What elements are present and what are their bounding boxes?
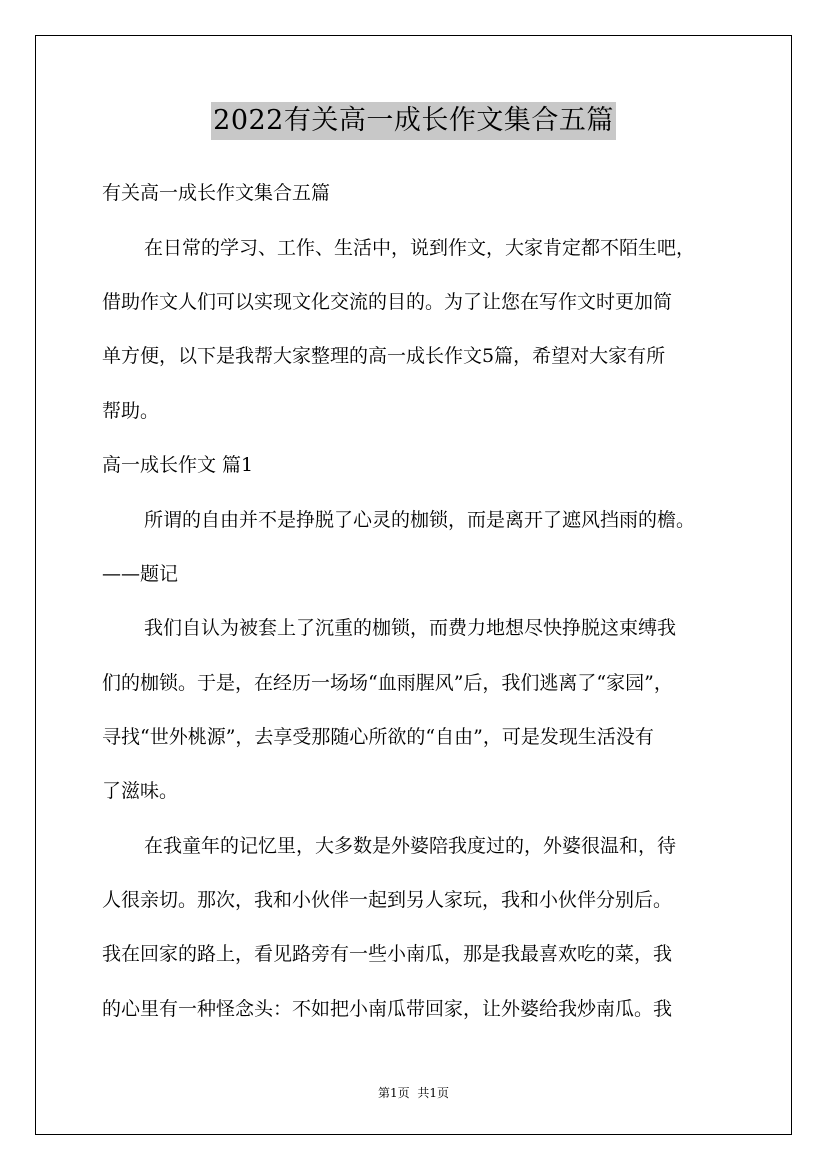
page-footer bbox=[0, 1084, 827, 1101]
page-number: 第1页 bbox=[377, 1086, 410, 1100]
body-line: 在日常的学习、工作、生活中，说到作文，大家肯定都不陌生吧， bbox=[144, 237, 696, 259]
body-line: 了滋味。 bbox=[102, 780, 179, 802]
subtitle-line: 有关高一成长作文集合五篇 bbox=[102, 182, 331, 204]
title-container bbox=[0, 102, 827, 140]
body-line: 借助作文人们可以实现文化交流的目的。为了让您在写作文时更加简 bbox=[102, 291, 673, 313]
body-line: 帮助。 bbox=[102, 400, 160, 422]
body-line: 我们自认为被套上了沉重的枷锁，而费力地想尽快挣脱这束缚我 bbox=[144, 617, 677, 639]
page-total: 共1页 bbox=[417, 1086, 450, 1100]
body-line: 所谓的自由并不是挣脱了心灵的枷锁，而是离开了遮风挡雨的檐。 bbox=[144, 509, 696, 531]
section-heading: 高一成长作文 篇1 bbox=[102, 454, 254, 476]
body-line: 的心里有一种怪念头：不如把小南瓜带回家，让外婆给我炒南瓜。我 bbox=[102, 998, 673, 1020]
body-line: 单方便，以下是我帮大家整理的高一成长作文5篇，希望对大家有所 bbox=[102, 345, 666, 367]
document-title: 2022有关高一成长作文集合五篇 bbox=[211, 102, 616, 140]
body-line: 在我童年的记忆里，大多数是外婆陪我度过的，外婆很温和，待 bbox=[144, 835, 677, 857]
body-line: 我在回家的路上，看见路旁有一些小南瓜，那是我最喜欢吃的菜，我 bbox=[102, 943, 673, 965]
body-line: 们的枷锁。于是，在经历一场场“血雨腥风”后，我们逃离了“家园”， bbox=[102, 672, 673, 694]
body-line: ——题记 bbox=[102, 563, 179, 585]
body-line: 寻找“世外桃源”，去享受那随心所欲的“自由”，可是发现生活没有 bbox=[102, 726, 654, 748]
body-line: 人很亲切。那次，我和小伙伴一起到另人家玩，我和小伙伴分别后。 bbox=[102, 889, 673, 911]
